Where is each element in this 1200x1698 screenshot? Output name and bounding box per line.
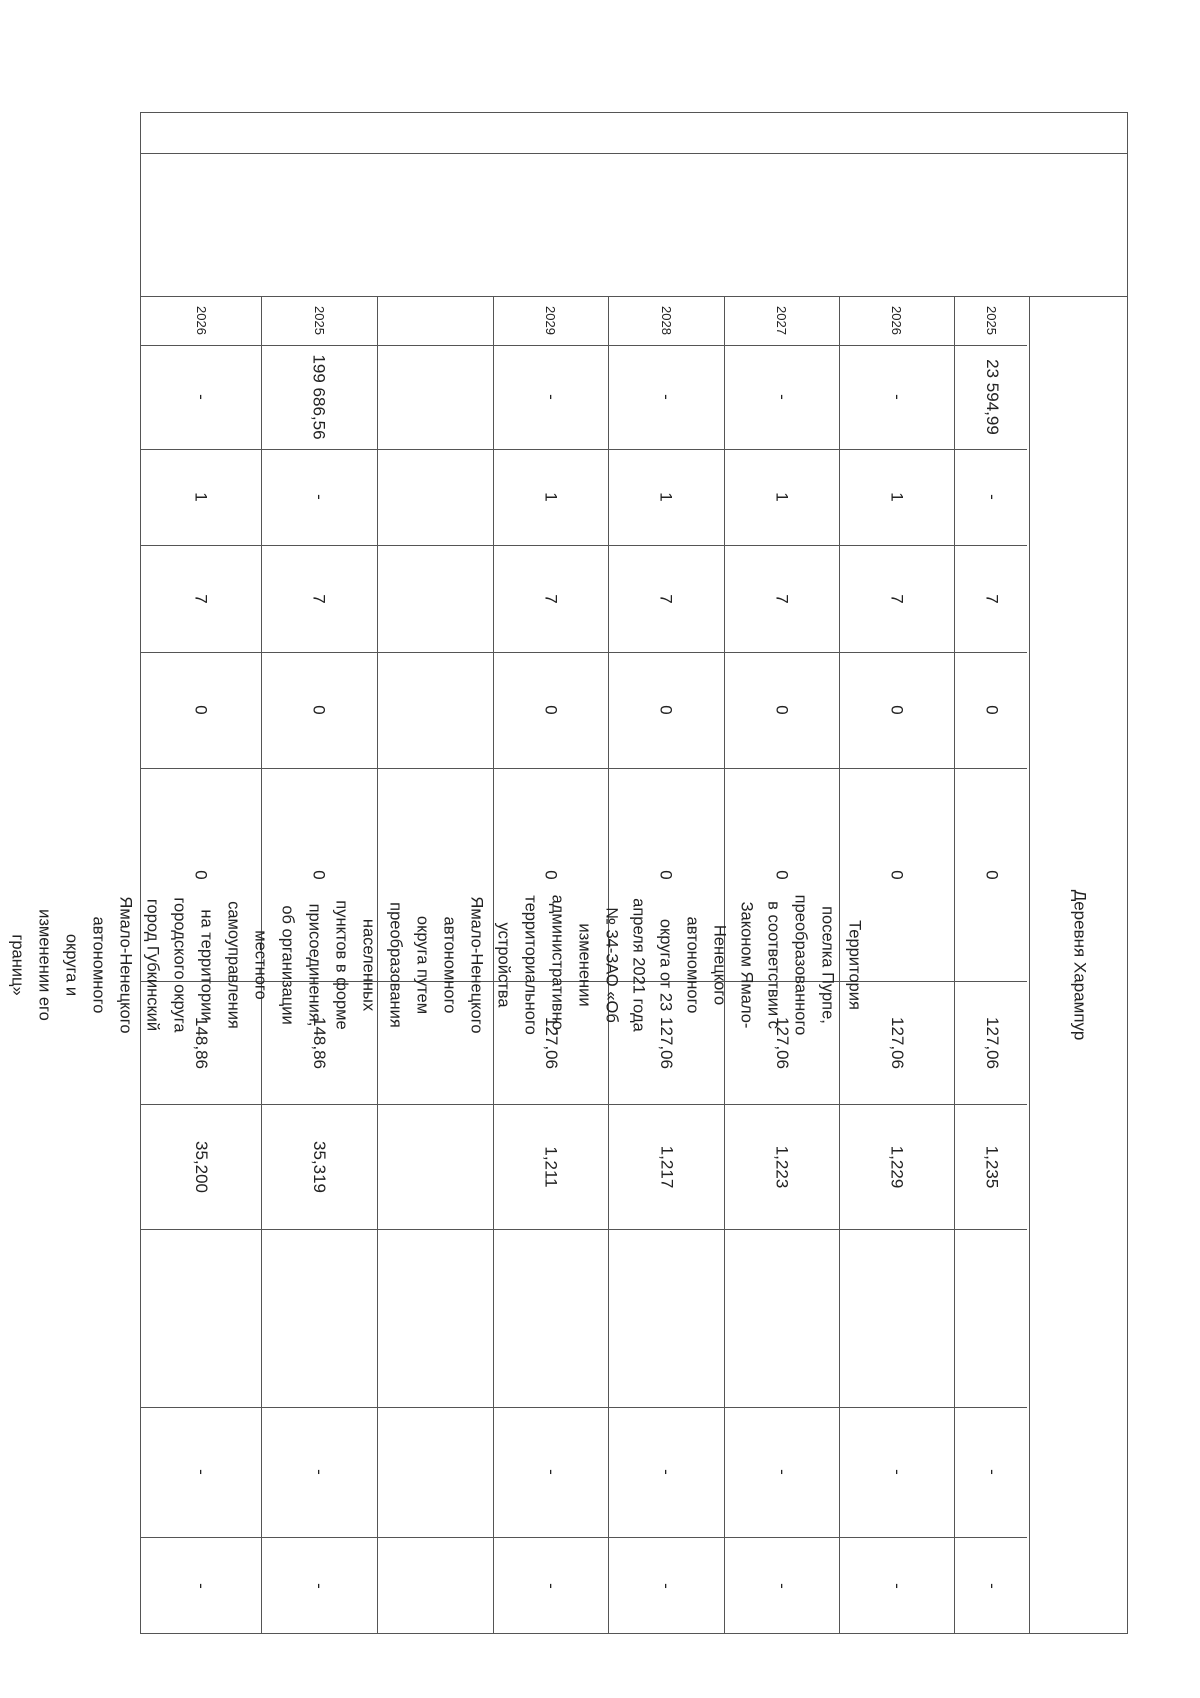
kharampur-value-cell: 127,06 bbox=[982, 1016, 1002, 1069]
kharampur-value-cell: 127,06 bbox=[772, 1016, 792, 1069]
purpe-value-cell: - bbox=[309, 494, 329, 500]
kharampur-value-cell: - bbox=[772, 1583, 792, 1589]
kharampur-year-cell: 2029 bbox=[542, 306, 558, 335]
kharampur-value-cell: - bbox=[982, 1469, 1002, 1475]
kharampur-value-cell: 1,229 bbox=[887, 1145, 907, 1188]
kharampur-value-cell: 1,217 bbox=[656, 1145, 676, 1188]
purpe-value-cell: 148,86 bbox=[310, 1016, 329, 1069]
kharampur-value-cell: 0 bbox=[887, 869, 907, 880]
kharampur-value-cell: 0 bbox=[541, 869, 561, 880]
purpe-value-cell: - bbox=[309, 1469, 329, 1475]
purpe-value-cell: - bbox=[191, 394, 211, 400]
kharampur-value-cell: 0 bbox=[887, 705, 907, 715]
kharampur-value-cell: 23 594,99 bbox=[982, 359, 1002, 435]
kharampur-value-cell: 1 bbox=[772, 492, 792, 502]
kharampur-value-cell: 127,06 bbox=[541, 1016, 561, 1069]
purpe-value-cell: 35,200 bbox=[192, 1140, 211, 1193]
section-note-purpe: Территория поселка Пурпе, преобразованного в соответствии с Законом Ямало-Ненецкого автономного округа от 23 апреля 2021 года № 34-ЗАО «Об изменении административно-территориального устройства Ямало-Ненецкого автономного округа путем преобразования населенных пунктов в форме присоединения, об организации местного самоуправления на территории городского округа город Губкинский Ямало-Ненецкого автономного округа и изменении его границ» bbox=[8, 894, 863, 1035]
kharampur-value-cell: - bbox=[982, 494, 1002, 500]
kharampur-value-cell: 7 bbox=[541, 593, 561, 604]
kharampur-value-cell bbox=[493, 1229, 608, 1407]
kharampur-value-cell: - bbox=[772, 1469, 792, 1475]
purpe-value-cell: 0 bbox=[310, 705, 329, 715]
purpe-year-cell: 2026 bbox=[193, 306, 209, 335]
kharampur-value-cell: 1 bbox=[657, 492, 676, 502]
kharampur-value-cell: - bbox=[541, 394, 561, 400]
purpe-value-cell: 1 bbox=[192, 492, 211, 502]
kharampur-value-cell: 0 bbox=[982, 705, 1002, 715]
kharampur-value-cell bbox=[608, 1229, 724, 1407]
kharampur-value-cell bbox=[954, 1229, 1029, 1407]
kharampur-value-cell: 1 bbox=[541, 492, 561, 502]
purpe-value-cell: - bbox=[191, 1583, 211, 1589]
kharampur-value-cell: 0 bbox=[772, 705, 792, 715]
kharampur-year-cell: 2025 bbox=[983, 306, 999, 335]
kharampur-value-cell: 0 bbox=[541, 705, 561, 715]
kharampur-value-cell: 7 bbox=[657, 593, 676, 604]
kharampur-value-cell: 7 bbox=[887, 593, 907, 604]
data-table bbox=[8, 112, 1128, 1634]
kharampur-value-cell: - bbox=[541, 1469, 561, 1475]
purpe-value-cell: 0 bbox=[192, 869, 211, 880]
kharampur-value-cell: 1,211 bbox=[541, 1145, 561, 1188]
kharampur-value-cell: 127,06 bbox=[887, 1016, 907, 1069]
purpe-value-cell: 35,319 bbox=[310, 1140, 329, 1193]
kharampur-value-cell: 0 bbox=[657, 705, 676, 715]
kharampur-value-cell: 1,235 bbox=[982, 1145, 1002, 1188]
kharampur-year-cell: 2026 bbox=[888, 306, 904, 335]
kharampur-value-cell: - bbox=[772, 394, 792, 400]
kharampur-value-cell bbox=[839, 1229, 954, 1407]
kharampur-value-cell: - bbox=[887, 1583, 907, 1589]
purpe-year-cell: 2025 bbox=[311, 306, 327, 335]
kharampur-value-cell: - bbox=[541, 1583, 561, 1589]
kharampur-value-cell: 1 bbox=[887, 492, 907, 502]
kharampur-value-cell: - bbox=[656, 1583, 676, 1589]
purpe-value-cell: 7 bbox=[192, 593, 211, 604]
kharampur-year-cell: 2028 bbox=[658, 306, 674, 335]
purpe-value-cell: 148,86 bbox=[192, 1016, 211, 1069]
purpe-value-cell bbox=[261, 1229, 377, 1407]
kharampur-value-cell bbox=[724, 1229, 839, 1407]
purpe-value-cell: 0 bbox=[310, 869, 329, 880]
kharampur-value-cell: 127,06 bbox=[657, 1016, 676, 1069]
kharampur-value-cell: 0 bbox=[657, 869, 676, 880]
purpe-value-cell: - bbox=[309, 1583, 329, 1589]
kharampur-value-cell: - bbox=[887, 394, 907, 400]
purpe-value-cell: 199 686,56 bbox=[310, 354, 329, 440]
kharampur-value-cell: 7 bbox=[772, 593, 792, 604]
purpe-value-cell: 0 bbox=[192, 705, 211, 715]
purpe-value-cell: 7 bbox=[310, 593, 329, 604]
kharampur-value-cell: 1,223 bbox=[772, 1145, 792, 1188]
kharampur-value-cell: 0 bbox=[772, 869, 792, 880]
kharampur-value-cell: - bbox=[887, 1469, 907, 1475]
kharampur-value-cell: 7 bbox=[982, 593, 1002, 604]
purpe-value-cell bbox=[141, 1229, 261, 1407]
kharampur-value-cell: - bbox=[982, 1583, 1002, 1589]
kharampur-value-cell: - bbox=[656, 394, 676, 400]
section-banner-kharampur: Деревня Харампур bbox=[1070, 889, 1089, 1040]
kharampur-year-cell: 2027 bbox=[773, 306, 789, 335]
kharampur-value-cell: 0 bbox=[982, 869, 1002, 880]
kharampur-value-cell: - bbox=[656, 1469, 676, 1475]
purpe-value-cell: - bbox=[191, 1469, 211, 1475]
